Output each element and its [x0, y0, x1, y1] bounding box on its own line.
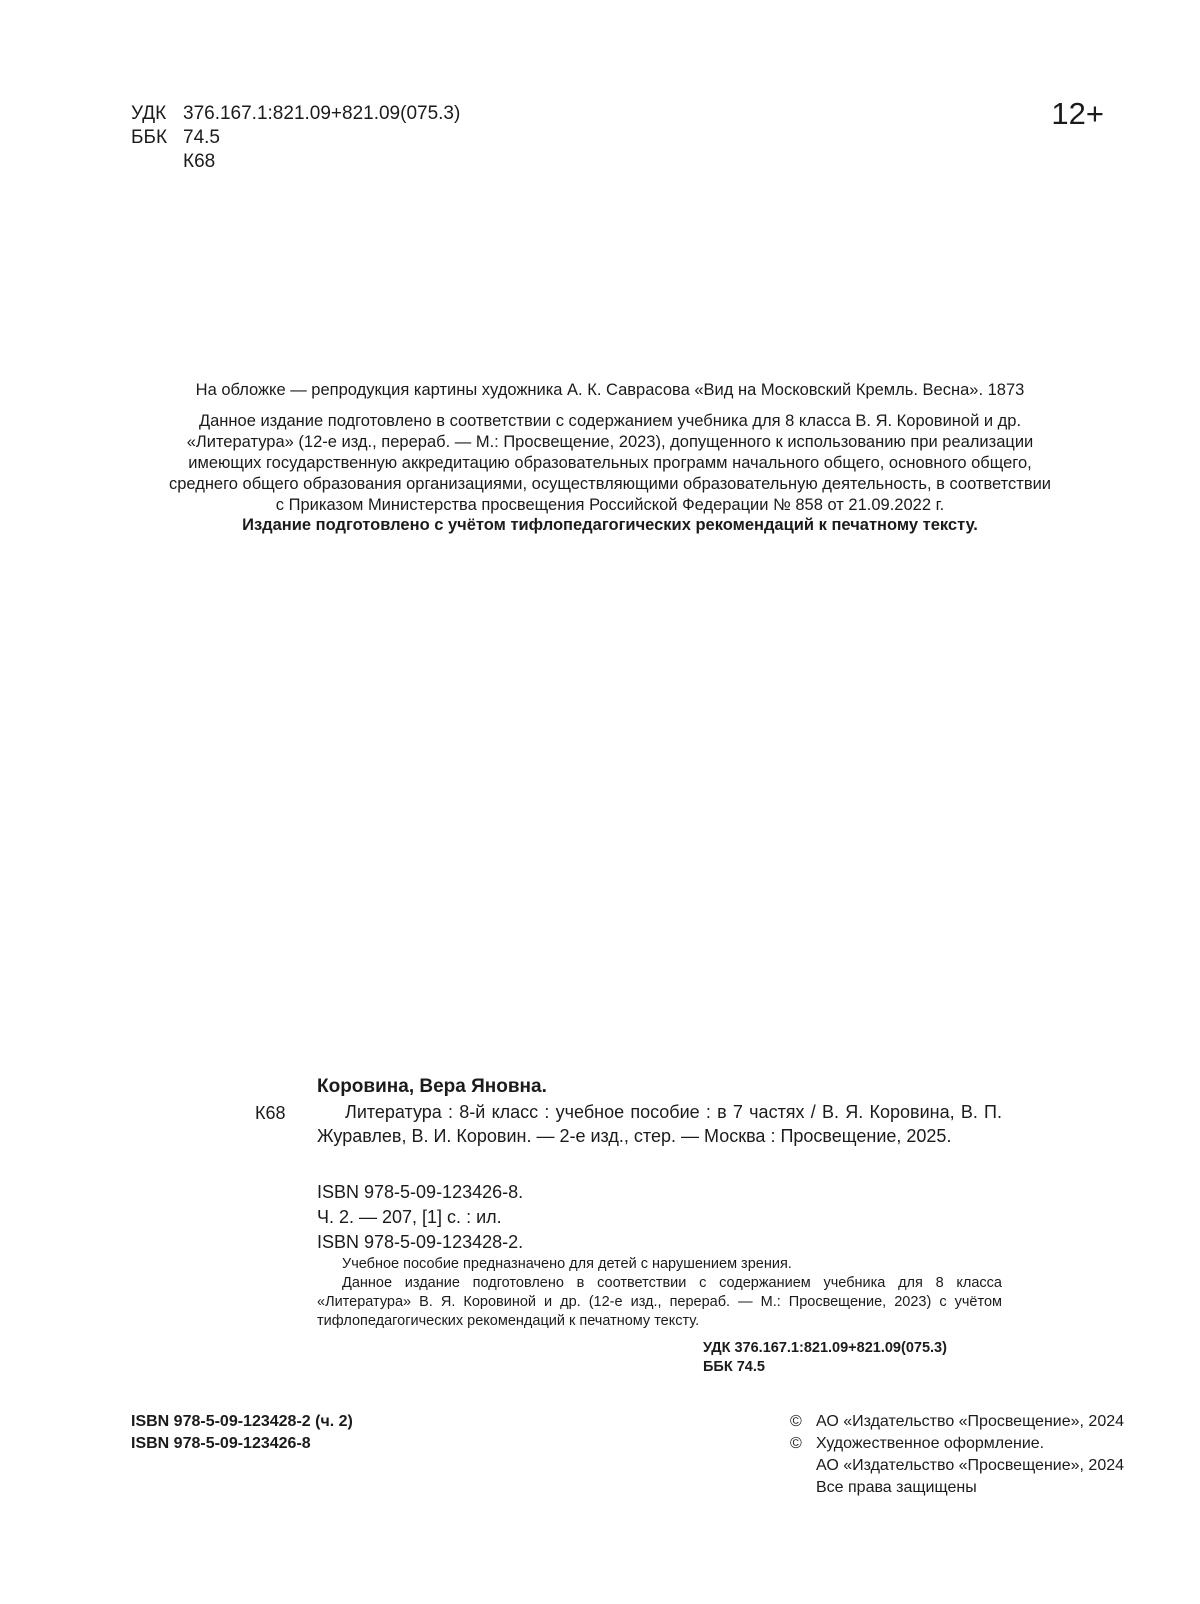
edition-note-line: с Приказом Министерства просвещения Российской Федерации № 858 от 21.09.2022 г.	[275, 496, 945, 514]
copyright-icon: ©	[790, 1435, 802, 1452]
edition-note-line: Данное издание подготовлено в соответствии с содержанием учебника для 8 класса В. Я. Коровиной и др.	[198, 412, 1022, 430]
author-mark: К68	[183, 151, 216, 172]
bottom-isbn-line: ISBN 978-5-09-123428-2 (ч. 2)	[131, 1413, 353, 1430]
bottom-isbn-line: ISBN 978-5-09-123426-8	[131, 1435, 311, 1452]
catalog-isbn-line: ISBN 978-5-09-123426-8.	[317, 1182, 524, 1202]
catalog-annotation	[317, 1255, 1002, 1331]
udk-row	[131, 102, 460, 126]
age-rating: 12+	[1051, 96, 1104, 131]
copyright-line: Все права защищены	[816, 1479, 977, 1496]
tiflo-note: Издание подготовлено с учётом тифлопедагогических рекомендаций к печатному тексту.	[242, 516, 978, 534]
author-mark-row	[131, 150, 460, 174]
bbk-value: 74.5	[183, 127, 220, 148]
copyright-row	[790, 1455, 1124, 1477]
edition-note-line: имеющих государственную аккредитацию образовательных программ начального общего, основного общего,	[188, 454, 1032, 472]
catalog-bbk: ББК 74.5	[703, 1359, 765, 1375]
copyright-line: АО «Издательство «Просвещение», 2024	[816, 1457, 1125, 1474]
copyright-line: Художественное оформление.	[816, 1435, 1045, 1452]
catalog-isbn-line: ISBN 978-5-09-123428-2.	[317, 1232, 524, 1252]
edition-note	[110, 411, 1110, 516]
copyright-row	[790, 1477, 1124, 1499]
copyright-block	[790, 1411, 1124, 1499]
catalog-udk-block	[703, 1339, 947, 1377]
catalog-description-text: Литература : 8-й класс : учебное пособие : в 7 частях / В. Я. Коровина, В. П. Журавлев, В. И. Коровин. — 2-е изд., стер. — Москва : Просвещение, 2025.	[317, 1102, 1002, 1146]
edition-note-line: среднего общего образования организациями, осуществляющими образовательную деятельность, в соответствии	[168, 475, 1052, 493]
copyright-icon: ©	[790, 1413, 802, 1430]
annotation-paragraph: Учебное пособие предназначено для детей с нарушением зрения.	[342, 1256, 792, 1272]
copyright-row	[790, 1411, 1124, 1433]
catalog-code: К68	[255, 1103, 286, 1123]
catalog-author: Коровина, Вера Яновна.	[317, 1076, 547, 1097]
annotation-paragraph: Данное издание подготовлено в соответствии с содержанием учебника для 8 класса «Литература» В. Я. Коровиной и др. (12-е изд., перераб. — М.: Просвещение, 2023) с учётом тифлопедагогических рекомендаций к печатному тексту.	[317, 1275, 1002, 1329]
copyright-row	[790, 1433, 1124, 1455]
catalog-isbn-block	[317, 1180, 523, 1255]
catalog-udk: УДК 376.167.1:821.09+821.09(075.3)	[703, 1340, 947, 1356]
catalog-description	[317, 1100, 1002, 1148]
udk-label: УДК	[131, 103, 167, 124]
bottom-isbn-block	[131, 1411, 353, 1455]
edition-note-line: «Литература» (12-е изд., перераб. — М.: Просвещение, 2023), допущенного к использованию при реализации	[186, 433, 1034, 451]
copyright-line: АО «Издательство «Просвещение», 2024	[816, 1413, 1125, 1430]
catalog-part-line: Ч. 2. — 207, [1] с. : ил.	[317, 1207, 502, 1227]
bbk-label: ББК	[131, 127, 168, 148]
cover-note: На обложке — репродукция картины художника А. К. Саврасова «Вид на Московский Кремль. Весна». 1873	[195, 381, 1025, 399]
classification-block	[131, 102, 460, 174]
udk-value: 376.167.1:821.09+821.09(075.3)	[183, 103, 461, 124]
bbk-row	[131, 126, 460, 150]
